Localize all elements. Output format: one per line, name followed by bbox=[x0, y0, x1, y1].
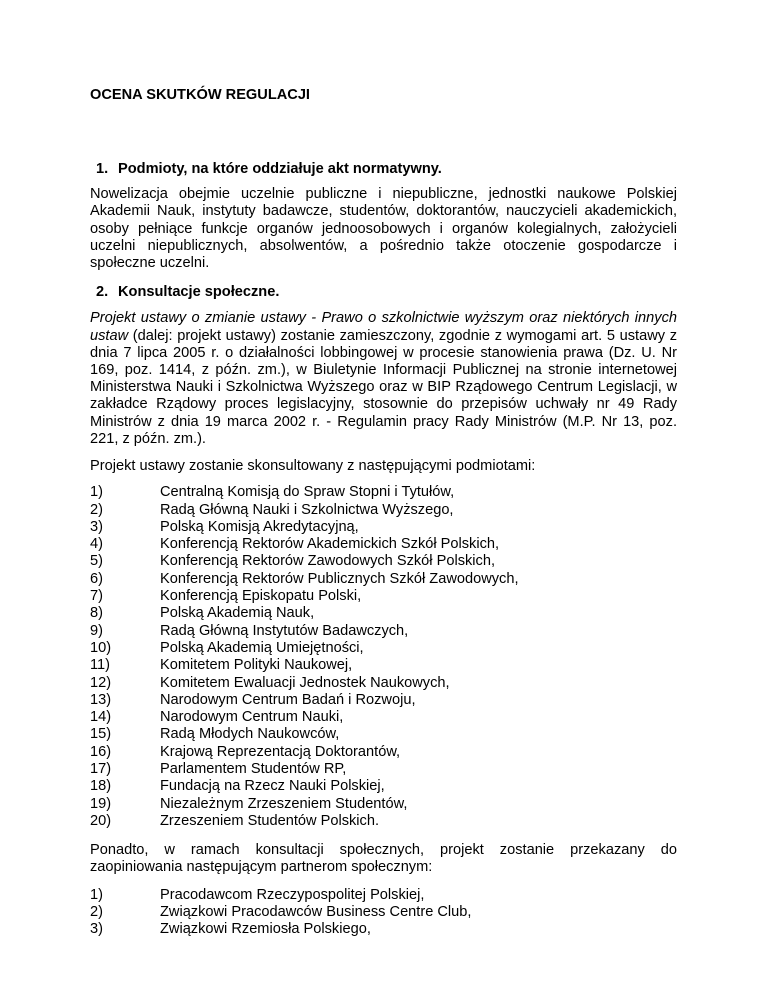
list-item-number: 5) bbox=[90, 553, 103, 570]
list-item-number: 1) bbox=[90, 886, 103, 903]
list-item bbox=[90, 588, 677, 605]
list-item-text: Komitetem Ewaluacji Jednostek Naukowych, bbox=[160, 674, 450, 691]
list-item-number: 3) bbox=[90, 518, 103, 535]
list-item-text: Konferencją Rektorów Zawodowych Szkół Polskich, bbox=[160, 553, 495, 570]
list-item-text: Radą Główną Nauki i Szkolnictwa Wyższego, bbox=[160, 501, 454, 518]
list-item-text: Polską Komisją Akredytacyjną, bbox=[160, 518, 359, 535]
document-title: OCENA SKUTKÓW REGULACJI bbox=[90, 87, 310, 103]
list-item-number: 12) bbox=[90, 674, 112, 691]
list-item bbox=[90, 813, 677, 830]
list-item-number: 10) bbox=[90, 639, 112, 656]
list-item bbox=[90, 519, 677, 536]
list-item-text: Zrzeszeniem Studentów Polskich. bbox=[160, 812, 379, 829]
list-item-text: Narodowym Centrum Nauki, bbox=[160, 709, 344, 726]
list-item-number: 20) bbox=[90, 812, 112, 829]
partners-list bbox=[90, 887, 677, 939]
list-item bbox=[90, 796, 677, 813]
list-item-number: 2) bbox=[90, 501, 103, 518]
list-item bbox=[90, 623, 677, 640]
list-item-text: Polską Akademią Umiejętności, bbox=[160, 639, 364, 656]
list-item bbox=[90, 657, 677, 674]
section-heading-2 bbox=[90, 284, 677, 301]
list-item-text: Pracodawcom Rzeczypospolitej Polskiej, bbox=[160, 886, 425, 903]
list-item bbox=[90, 484, 677, 501]
list-item bbox=[90, 778, 677, 795]
list-item-text: Fundacją na Rzecz Nauki Polskiej, bbox=[160, 778, 385, 795]
list-item-number: 4) bbox=[90, 536, 103, 553]
list-item-text: Konferencją Rektorów Akademickich Szkół Polskich, bbox=[160, 536, 500, 553]
list-item-number: 19) bbox=[90, 795, 112, 812]
list-item-number: 15) bbox=[90, 726, 112, 743]
list-item-text: Narodowym Centrum Badań i Rozwoju, bbox=[160, 691, 416, 708]
list-item-text: Związkowi Pracodawców Business Centre Club, bbox=[160, 903, 472, 920]
list-item bbox=[90, 761, 677, 778]
list-item-number: 2) bbox=[90, 903, 103, 920]
list-item-number: 6) bbox=[90, 570, 103, 587]
list-item-number: 17) bbox=[90, 761, 112, 777]
consultation-list bbox=[90, 484, 677, 830]
list-item-number: 1) bbox=[90, 484, 103, 501]
list-item bbox=[90, 726, 677, 743]
list-item bbox=[90, 744, 677, 761]
intro-rest-text: (dalej: projekt ustawy) zostanie zamieszczony, zgodnie z wymogami art. 5 ustawy z dnia 7 lipca 2005 r. o działalności lobbingowej w procesie stanowienia prawa (Dz. U. Nr 169, poz. 1414, z późn. zm.), w Biuletynie Informacji Publicznej na stronie internetowej Ministerstwa Nauki i Szkolnictwa Wyższego oraz w BIP Rządowego Centrum Legislacji, w zakładce Rządowy proces legislacyjny, stosownie do przepisów uchwały nr 49 Rady Ministrów z dnia 19 marca 2002 r. - Regulamin pracy Rady Ministrów (M.P. Nr 13, poz. 221, z późn. zm.). bbox=[90, 327, 677, 447]
list-item-text: Centralną Komisją do Spraw Stopni i Tytułów, bbox=[160, 484, 455, 501]
section-number: 1. bbox=[96, 161, 109, 177]
document-page bbox=[90, 87, 677, 938]
list-item bbox=[90, 536, 677, 553]
list-item-number: 14) bbox=[90, 709, 112, 726]
list-item bbox=[90, 709, 677, 726]
list-item bbox=[90, 553, 677, 570]
list-item-text: Niezależnym Zrzeszeniem Studentów, bbox=[160, 795, 408, 812]
section2-intro-paragraph bbox=[90, 310, 677, 448]
list-item bbox=[90, 640, 677, 657]
list-item bbox=[90, 675, 677, 692]
list-item-number: 7) bbox=[90, 588, 103, 605]
list-item-number: 3) bbox=[90, 921, 103, 938]
list-item-text: Polską Akademią Nauk, bbox=[160, 605, 315, 622]
list-item-text: Radą Główną Instytutów Badawczych, bbox=[160, 622, 409, 639]
list-item-number: 16) bbox=[90, 743, 112, 760]
list-item-text: Radą Młodych Naukowców, bbox=[160, 726, 340, 743]
section-number: 2. bbox=[96, 284, 109, 301]
list-item bbox=[90, 921, 677, 938]
list-item-number: 9) bbox=[90, 622, 103, 639]
list-item bbox=[90, 904, 677, 921]
list-item-number: 18) bbox=[90, 778, 112, 795]
section-heading-text: Podmioty, na które oddziałuje akt normatywny. bbox=[118, 161, 442, 177]
list-item bbox=[90, 605, 677, 622]
list-item-text: Konferencją Rektorów Publicznych Szkół Zawodowych, bbox=[160, 570, 519, 587]
list-item-number: 8) bbox=[90, 605, 103, 622]
list-item bbox=[90, 571, 677, 588]
list-item bbox=[90, 692, 677, 709]
list-item-number: 11) bbox=[90, 657, 111, 674]
list-item-text: Związkowi Rzemiosła Polskiego, bbox=[160, 921, 371, 938]
list-item-number: 13) bbox=[90, 691, 112, 708]
section-heading-text: Konsultacje społeczne. bbox=[118, 284, 280, 301]
list-item-text: Parlamentem Studentów RP, bbox=[160, 761, 347, 777]
partners-intro: Ponadto, w ramach konsultacji społecznych, projekt zostanie przekazany do zaopiniowania następującym partnerom społecznym: bbox=[90, 842, 677, 876]
list-item bbox=[90, 887, 677, 904]
section-heading-1 bbox=[90, 161, 677, 178]
consultation-intro: Projekt ustawy zostanie skonsultowany z następującymi podmiotami: bbox=[90, 458, 536, 475]
list-item bbox=[90, 502, 677, 519]
list-item-text: Konferencją Episkopatu Polski, bbox=[160, 588, 362, 605]
list-item-text: Komitetem Polityki Naukowej, bbox=[160, 657, 353, 674]
list-item-text: Krajową Reprezentacją Doktorantów, bbox=[160, 743, 401, 760]
bill-title-italic: Projekt ustawy o zmianie ustawy - Prawo o szkolnictwie wyższym oraz niektórych innych ustaw bbox=[90, 310, 677, 344]
section1-paragraph: Nowelizacja obejmie uczelnie publiczne i niepubliczne, jednostki naukowe Polskiej Akademii Nauk, instytuty badawcze, studentów, doktorantów, nauczycieli akademickich, osoby pełniące funkcje organów jednoosobowych i organów kolegialnych, założycieli uczelni niepublicznych, absolwentów, a pośrednio także otoczenie gospodarcze i społeczne uczelni. bbox=[90, 186, 677, 272]
